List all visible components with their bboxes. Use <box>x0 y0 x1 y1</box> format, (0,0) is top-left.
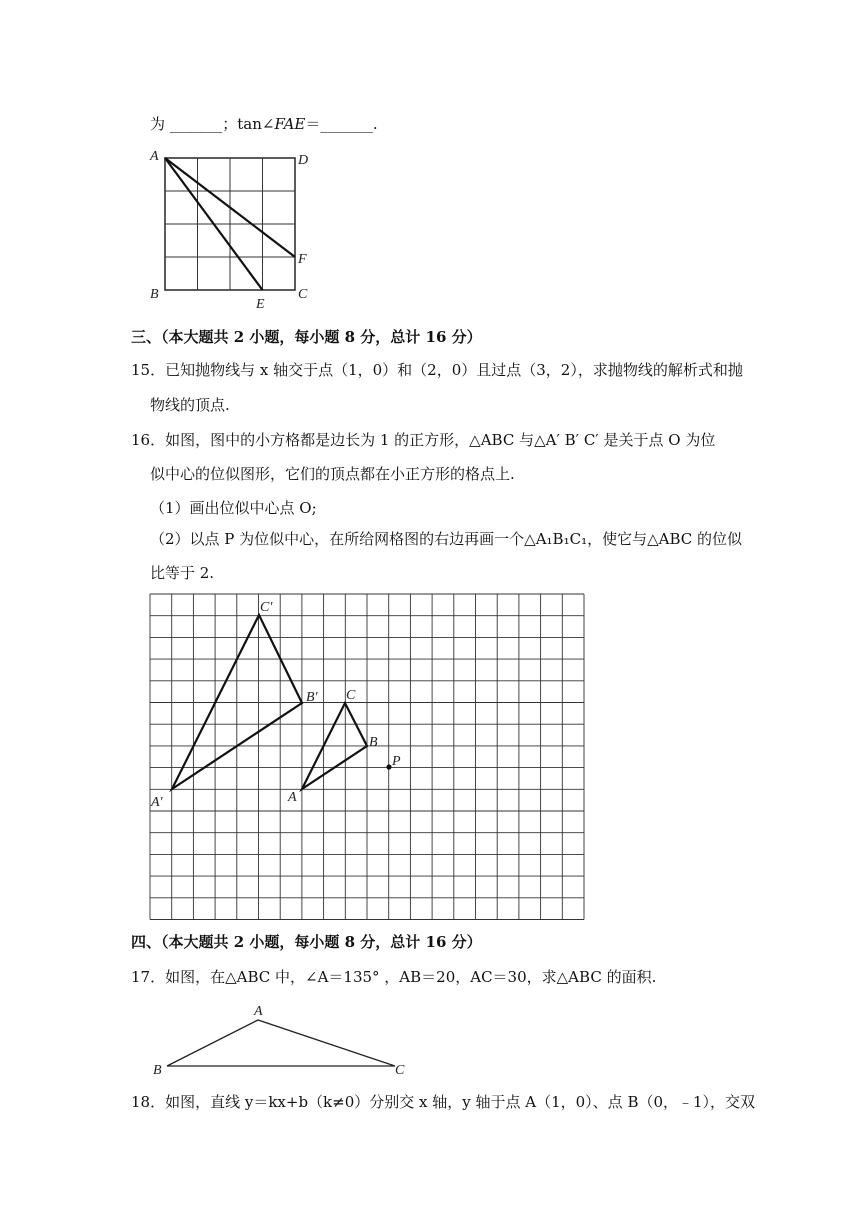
label-b: B <box>150 287 159 302</box>
q16-part-1: （1）画出位似中心点 O; <box>150 499 317 517</box>
label-a: A <box>254 1004 263 1019</box>
q16-part-2: （2）以点 P 为位似中心，在所给网格图的右边再画一个△A₁B₁C₁，使它与△ABC 的位似 <box>150 530 742 548</box>
label-d: D <box>298 153 309 168</box>
label-b: B <box>369 735 378 750</box>
label-a-prime: A′ <box>151 795 163 810</box>
label-c: C <box>298 287 308 302</box>
q14-answer-line: 为 _______；tan∠FAE＝_______. <box>150 115 378 133</box>
label-b-prime: B′ <box>306 690 318 705</box>
label-b: B <box>153 1063 162 1078</box>
label-f: F <box>298 252 307 267</box>
q16-part-2-cont: 比等于 2. <box>150 564 215 582</box>
q16-line-2: 似中心的位似图形，它们的顶点都在小正方形的格点上. <box>150 465 515 483</box>
q17-line: 17．如图，在△ABC 中，∠A＝135° ，AB＝20，AC＝30，求△ABC 的面积. <box>131 968 657 986</box>
q14-blank-1: _______ <box>169 115 223 133</box>
q18-line: 18．如图，直线 y＝kx+b（k≠0）分别交 x 轴，y 轴于点 A（1，0）、点 B（0，﹣1），交双 <box>131 1093 756 1111</box>
q15-line-1: 15．已知抛物线与 x 轴交于点（1，0）和（2，0）且过点（3，2），求抛物线的解析式和抛 <box>131 361 743 379</box>
label-e: E <box>256 297 265 312</box>
section-4-heading: 四、（本大题共 2 小题，每小题 8 分，总计 16 分） <box>131 933 482 951</box>
label-a: A <box>288 790 297 805</box>
triangle-abc <box>167 1020 395 1066</box>
q16-grid-figure <box>140 585 600 930</box>
q14-grid-figure <box>140 145 320 315</box>
q17-triangle-figure <box>145 1000 415 1085</box>
q14-blank-2: _______ <box>320 115 373 133</box>
label-c-prime: C′ <box>260 600 273 615</box>
q16-line-1: 16．如图，图中的小方格都是边长为 1 的正方形，△ABC 与△A′ B′ C′ 是关于点 O 为位 <box>131 431 716 449</box>
label-p: P <box>392 754 401 769</box>
grid-lines <box>150 594 584 920</box>
label-c: C <box>346 688 356 703</box>
section-3-heading: 三、（本大题共 2 小题，每小题 8 分，总计 16 分） <box>131 328 482 346</box>
label-a: A <box>150 149 159 164</box>
q15-line-2: 物线的顶点. <box>150 396 230 414</box>
point-p <box>386 764 391 769</box>
grid-lines <box>165 158 295 290</box>
label-c: C <box>395 1063 405 1078</box>
